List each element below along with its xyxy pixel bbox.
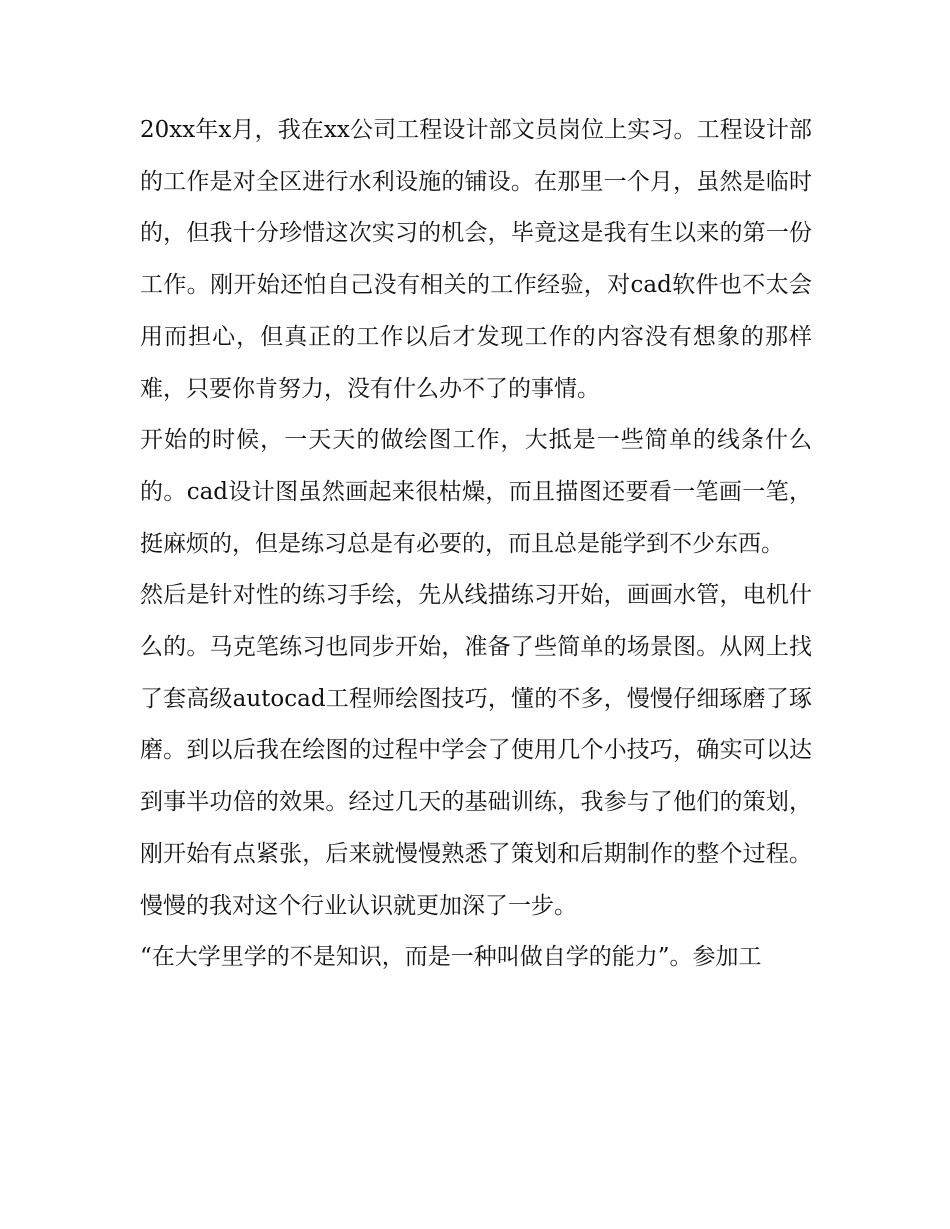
- paragraph-drawing-work: 开始的时候，一天天的做绘图工作，大抵是一些简单的线条什么的。cad设计图虽然画起来很枯燥，而且描图还要看一笔画一笔，挺麻烦的，但是练习总是有必要的，而且总是能学到不少东西。: [140, 427, 812, 557]
- paragraph-internship-intro: 20xx年x月，我在xx公司工程设计部文员岗位上实习。工程设计部的工作是对全区进行水利设施的铺设。在那里一个月，虽然是临时的，但我十分珍惜这次实习的机会，毕竟这是我有生以来的第一份工作。刚开始还怕自己没有相关的工作经验，对cad软件也不太会用而担心，但真正的工作以后才发现工作的内容没有想象的那样难，只要你肯努力，没有什么办不了的事情。: [140, 117, 812, 402]
- document-body: [140, 105, 812, 984]
- paragraph-self-learning: “在大学里学的不是知识，而是一种叫做自学的能力”。参加工: [140, 944, 762, 971]
- paragraph-hand-drawing-practice: 然后是针对性的练习手绘，先从线描练习开始，画画水管，电机什么的。马克笔练习也同步开始，准备了些简单的场景图。从网上找了套高级autocad工程师绘图技巧，懂的不多，慢慢仔细琢磨了琢磨。到以后我在绘图的过程中学会了使用几个小技巧，确实可以达到事半功倍的效果。经过几天的基础训练，我参与了他们的策划，刚开始有点紧张，后来就慢慢熟悉了策划和后期制作的整个过程。慢慢的我对这个行业认识就更加深了一步。: [140, 582, 812, 919]
